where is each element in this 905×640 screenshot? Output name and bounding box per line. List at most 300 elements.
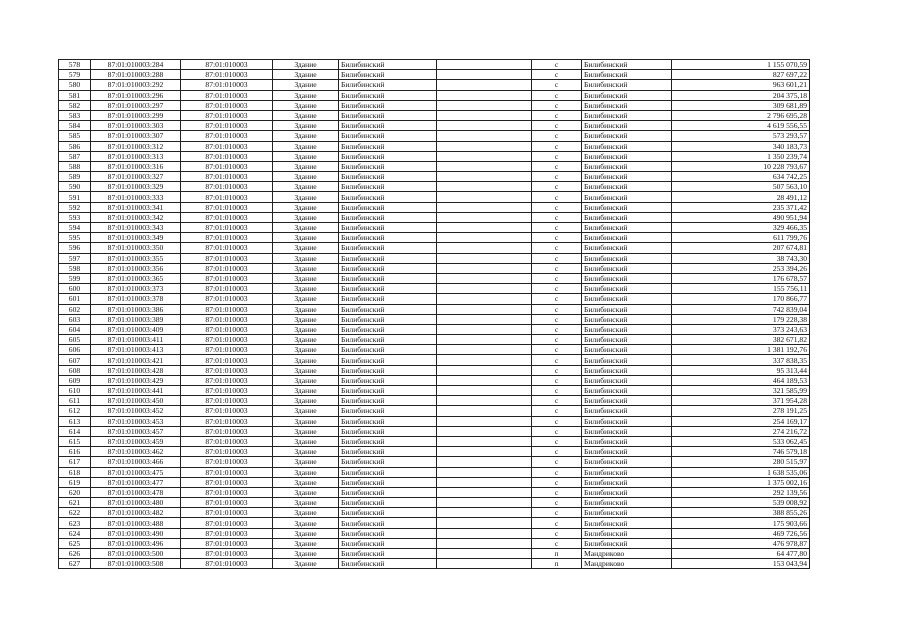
cadastral-quarter-cell: 87:01:010003 [181,212,273,222]
row-number-cell: 618 [59,467,91,477]
table-row [59,233,810,243]
cadastral-value-cell: 490 951,94 [672,212,810,222]
table-row [59,549,810,559]
table-row [59,243,810,253]
settlement-type-cell: с [532,60,582,70]
settlement-type-cell: с [532,284,582,294]
table-row [59,528,810,538]
settlement-type-cell: с [532,110,582,120]
row-number-cell: 624 [59,528,91,538]
locality-cell: Билибинский [582,345,672,355]
settlement-type-cell: с [532,375,582,385]
cadastral-value-cell: 742 839,04 [672,304,810,314]
district-cell: Билибинский [339,60,437,70]
empty-cell [437,141,532,151]
locality-cell: Билибинский [582,467,672,477]
row-number-cell: 613 [59,416,91,426]
table-row [59,335,810,345]
empty-cell [437,151,532,161]
empty-cell [437,365,532,375]
settlement-type-cell: с [532,100,582,110]
locality-cell: Билибинский [582,172,672,182]
cadastral-number-cell: 87:01:010003:428 [91,365,181,375]
district-cell: Билибинский [339,80,437,90]
cadastral-quarter-cell: 87:01:010003 [181,538,273,548]
district-cell: Билибинский [339,243,437,253]
cadastral-quarter-cell: 87:01:010003 [181,324,273,334]
locality-cell: Мандриково [582,549,672,559]
cadastral-value-cell: 253 394,26 [672,263,810,273]
cadastral-value-cell: 1 155 070,59 [672,60,810,70]
empty-cell [437,90,532,100]
cadastral-number-cell: 87:01:010003:327 [91,172,181,182]
empty-cell [437,406,532,416]
table-row [59,284,810,294]
object-type-cell: Здание [273,314,339,324]
cadastral-number-cell: 87:01:010003:411 [91,335,181,345]
row-number-cell: 606 [59,345,91,355]
cadastral-quarter-cell: 87:01:010003 [181,253,273,263]
table-row [59,192,810,202]
cadastral-number-cell: 87:01:010003:284 [91,60,181,70]
cadastral-quarter-cell: 87:01:010003 [181,80,273,90]
row-number-cell: 615 [59,436,91,446]
table-row [59,253,810,263]
settlement-type-cell: с [532,70,582,80]
settlement-type-cell: с [532,161,582,171]
object-type-cell: Здание [273,172,339,182]
district-cell: Билибинский [339,161,437,171]
object-type-cell: Здание [273,467,339,477]
locality-cell: Билибинский [582,386,672,396]
row-number-cell: 608 [59,365,91,375]
locality-cell: Билибинский [582,70,672,80]
locality-cell: Билибинский [582,324,672,334]
row-number-cell: 591 [59,192,91,202]
table-row [59,202,810,212]
settlement-type-cell: с [532,355,582,365]
settlement-type-cell: с [532,192,582,202]
cadastral-value-cell: 634 742,25 [672,172,810,182]
district-cell: Билибинский [339,396,437,406]
cadastral-value-cell: 321 585,99 [672,386,810,396]
district-cell: Билибинский [339,345,437,355]
locality-cell: Билибинский [582,192,672,202]
object-type-cell: Здание [273,90,339,100]
cadastral-number-cell: 87:01:010003:429 [91,375,181,385]
row-number-cell: 602 [59,304,91,314]
cadastral-value-cell: 95 313,44 [672,365,810,375]
cadastral-number-cell: 87:01:010003:508 [91,559,181,569]
table-row [59,355,810,365]
settlement-type-cell: п [532,549,582,559]
district-cell: Билибинский [339,426,437,436]
empty-cell [437,467,532,477]
table-row [59,151,810,161]
settlement-type-cell: с [532,324,582,334]
district-cell: Билибинский [339,436,437,446]
empty-cell [437,253,532,263]
locality-cell: Билибинский [582,498,672,508]
cadastral-value-cell: 507 563,10 [672,182,810,192]
table-row [59,121,810,131]
locality-cell: Билибинский [582,110,672,120]
object-type-cell: Здание [273,477,339,487]
row-number-cell: 585 [59,131,91,141]
table-row [59,467,810,477]
row-number-cell: 612 [59,406,91,416]
object-type-cell: Здание [273,508,339,518]
empty-cell [437,314,532,324]
cadastral-value-cell: 274 216,72 [672,426,810,436]
cadastral-value-cell: 469 726,56 [672,528,810,538]
locality-cell: Билибинский [582,131,672,141]
district-cell: Билибинский [339,559,437,569]
locality-cell: Билибинский [582,253,672,263]
cadastral-number-cell: 87:01:010003:457 [91,426,181,436]
cadastral-quarter-cell: 87:01:010003 [181,243,273,253]
row-number-cell: 588 [59,161,91,171]
empty-cell [437,508,532,518]
cadastral-value-cell: 235 371,42 [672,202,810,212]
district-cell: Билибинский [339,141,437,151]
object-type-cell: Здание [273,498,339,508]
object-type-cell: Здание [273,386,339,396]
empty-cell [437,192,532,202]
cadastral-number-cell: 87:01:010003:373 [91,284,181,294]
settlement-type-cell: с [532,528,582,538]
cadastral-quarter-cell: 87:01:010003 [181,457,273,467]
cadastral-value-cell: 278 191,25 [672,406,810,416]
row-number-cell: 597 [59,253,91,263]
settlement-type-cell: с [532,335,582,345]
cadastral-quarter-cell: 87:01:010003 [181,223,273,233]
cadastral-value-cell: 476 978,87 [672,538,810,548]
cadastral-quarter-cell: 87:01:010003 [181,110,273,120]
cadastral-value-cell: 539 008,92 [672,498,810,508]
cadastral-quarter-cell: 87:01:010003 [181,284,273,294]
cadastral-number-cell: 87:01:010003:299 [91,110,181,120]
table-row [59,396,810,406]
object-type-cell: Здание [273,212,339,222]
object-type-cell: Здание [273,151,339,161]
object-type-cell: Здание [273,141,339,151]
object-type-cell: Здание [273,487,339,497]
district-cell: Билибинский [339,172,437,182]
object-type-cell: Здание [273,161,339,171]
locality-cell: Билибинский [582,212,672,222]
object-type-cell: Здание [273,447,339,457]
cadastral-quarter-cell: 87:01:010003 [181,182,273,192]
object-type-cell: Здание [273,335,339,345]
locality-cell: Билибинский [582,375,672,385]
district-cell: Билибинский [339,233,437,243]
cadastral-quarter-cell: 87:01:010003 [181,90,273,100]
cadastral-number-cell: 87:01:010003:480 [91,498,181,508]
table-row [59,386,810,396]
object-type-cell: Здание [273,182,339,192]
cadastral-quarter-cell: 87:01:010003 [181,100,273,110]
object-type-cell: Здание [273,416,339,426]
cadastral-quarter-cell: 87:01:010003 [181,121,273,131]
table-row [59,538,810,548]
empty-cell [437,131,532,141]
cadastral-quarter-cell: 87:01:010003 [181,202,273,212]
cadastral-number-cell: 87:01:010003:303 [91,121,181,131]
empty-cell [437,212,532,222]
table-row [59,416,810,426]
empty-cell [437,161,532,171]
cadastral-quarter-cell: 87:01:010003 [181,314,273,324]
cadastral-value-cell: 827 697,22 [672,70,810,80]
settlement-type-cell: с [532,253,582,263]
object-type-cell: Здание [273,538,339,548]
table-row [59,100,810,110]
district-cell: Билибинский [339,477,437,487]
district-cell: Билибинский [339,355,437,365]
row-number-cell: 607 [59,355,91,365]
settlement-type-cell: с [532,202,582,212]
cadastral-value-cell: 337 838,35 [672,355,810,365]
table-row [59,406,810,416]
table-row [59,304,810,314]
empty-cell [437,80,532,90]
empty-cell [437,345,532,355]
object-type-cell: Здание [273,100,339,110]
locality-cell: Билибинский [582,182,672,192]
cadastral-value-cell: 746 579,18 [672,447,810,457]
table-row [59,498,810,508]
cadastral-number-cell: 87:01:010003:296 [91,90,181,100]
cadastral-number-cell: 87:01:010003:329 [91,182,181,192]
cadastral-number-cell: 87:01:010003:365 [91,273,181,283]
locality-cell: Билибинский [582,151,672,161]
cadastral-number-cell: 87:01:010003:355 [91,253,181,263]
object-type-cell: Здание [273,202,339,212]
district-cell: Билибинский [339,549,437,559]
settlement-type-cell: с [532,518,582,528]
settlement-type-cell: с [532,304,582,314]
district-cell: Билибинский [339,131,437,141]
cadastral-number-cell: 87:01:010003:350 [91,243,181,253]
cadastral-number-cell: 87:01:010003:342 [91,212,181,222]
locality-cell: Билибинский [582,416,672,426]
empty-cell [437,396,532,406]
object-type-cell: Здание [273,396,339,406]
cadastral-quarter-cell: 87:01:010003 [181,192,273,202]
cadastral-number-cell: 87:01:010003:475 [91,467,181,477]
cadastral-quarter-cell: 87:01:010003 [181,172,273,182]
settlement-type-cell: с [532,426,582,436]
settlement-type-cell: с [532,263,582,273]
cadastral-value-cell: 170 866,77 [672,294,810,304]
locality-cell: Билибинский [582,406,672,416]
settlement-type-cell: с [532,80,582,90]
row-number-cell: 627 [59,559,91,569]
district-cell: Билибинский [339,538,437,548]
row-number-cell: 620 [59,487,91,497]
object-type-cell: Здание [273,253,339,263]
settlement-type-cell: с [532,447,582,457]
locality-cell: Билибинский [582,223,672,233]
empty-cell [437,487,532,497]
table-row [59,324,810,334]
table-row [59,365,810,375]
table-row [59,70,810,80]
locality-cell: Билибинский [582,528,672,538]
table-row [59,182,810,192]
row-number-cell: 617 [59,457,91,467]
district-cell: Билибинский [339,508,437,518]
table-row [59,263,810,273]
district-cell: Билибинский [339,375,437,385]
cadastral-number-cell: 87:01:010003:488 [91,518,181,528]
row-number-cell: 579 [59,70,91,80]
cadastral-number-cell: 87:01:010003:466 [91,457,181,467]
locality-cell: Билибинский [582,161,672,171]
cadastral-quarter-cell: 87:01:010003 [181,396,273,406]
cadastral-quarter-cell: 87:01:010003 [181,487,273,497]
district-cell: Билибинский [339,518,437,528]
cadastral-value-cell: 204 375,18 [672,90,810,100]
table-row [59,426,810,436]
row-number-cell: 590 [59,182,91,192]
object-type-cell: Здание [273,284,339,294]
object-type-cell: Здание [273,233,339,243]
row-number-cell: 580 [59,80,91,90]
table-row [59,161,810,171]
locality-cell: Билибинский [582,233,672,243]
district-cell: Билибинский [339,253,437,263]
cadastral-value-cell: 382 671,82 [672,335,810,345]
row-number-cell: 594 [59,223,91,233]
table-row [59,273,810,283]
cadastral-value-cell: 329 466,35 [672,223,810,233]
district-cell: Билибинский [339,304,437,314]
row-number-cell: 623 [59,518,91,528]
object-type-cell: Здание [273,375,339,385]
object-type-cell: Здание [273,528,339,538]
table-row [59,436,810,446]
cadastral-number-cell: 87:01:010003:341 [91,202,181,212]
cadastral-value-cell: 4 619 556,55 [672,121,810,131]
row-number-cell: 600 [59,284,91,294]
object-type-cell: Здание [273,345,339,355]
table-row [59,131,810,141]
locality-cell: Билибинский [582,243,672,253]
settlement-type-cell: с [532,498,582,508]
settlement-type-cell: с [532,406,582,416]
object-type-cell: Здание [273,355,339,365]
empty-cell [437,182,532,192]
cadastral-quarter-cell: 87:01:010003 [181,131,273,141]
table-row [59,508,810,518]
table-row [59,172,810,182]
cadastral-value-cell: 38 743,30 [672,253,810,263]
settlement-type-cell: с [532,141,582,151]
object-type-cell: Здание [273,223,339,233]
object-type-cell: Здание [273,243,339,253]
row-number-cell: 586 [59,141,91,151]
empty-cell [437,538,532,548]
cadastral-quarter-cell: 87:01:010003 [181,365,273,375]
empty-cell [437,243,532,253]
locality-cell: Билибинский [582,508,672,518]
table-row [59,212,810,222]
table-row [59,141,810,151]
settlement-type-cell: с [532,467,582,477]
empty-cell [437,121,532,131]
cadastral-quarter-cell: 87:01:010003 [181,508,273,518]
cadastral-quarter-cell: 87:01:010003 [181,498,273,508]
cadastral-quarter-cell: 87:01:010003 [181,141,273,151]
cadastral-number-cell: 87:01:010003:307 [91,131,181,141]
settlement-type-cell: с [532,182,582,192]
cadastral-value-cell: 340 183,73 [672,141,810,151]
object-type-cell: Здание [273,426,339,436]
cadastral-quarter-cell: 87:01:010003 [181,436,273,446]
row-number-cell: 609 [59,375,91,385]
district-cell: Билибинский [339,447,437,457]
cadastral-number-cell: 87:01:010003:356 [91,263,181,273]
row-number-cell: 587 [59,151,91,161]
district-cell: Билибинский [339,151,437,161]
district-cell: Билибинский [339,223,437,233]
locality-cell: Билибинский [582,80,672,90]
cadastral-quarter-cell: 87:01:010003 [181,549,273,559]
locality-cell: Билибинский [582,436,672,446]
row-number-cell: 626 [59,549,91,559]
table-row [59,345,810,355]
empty-cell [437,110,532,120]
table-row [59,314,810,324]
empty-cell [437,100,532,110]
settlement-type-cell: с [532,223,582,233]
empty-cell [437,273,532,283]
cadastral-quarter-cell: 87:01:010003 [181,416,273,426]
settlement-type-cell: с [532,172,582,182]
district-cell: Билибинский [339,294,437,304]
empty-cell [437,202,532,212]
district-cell: Билибинский [339,70,437,80]
row-number-cell: 583 [59,110,91,120]
cadastral-quarter-cell: 87:01:010003 [181,559,273,569]
cadastral-value-cell: 611 799,76 [672,233,810,243]
cadastral-quarter-cell: 87:01:010003 [181,528,273,538]
empty-cell [437,284,532,294]
district-cell: Билибинский [339,365,437,375]
district-cell: Билибинский [339,335,437,345]
cadastral-quarter-cell: 87:01:010003 [181,406,273,416]
settlement-type-cell: с [532,416,582,426]
row-number-cell: 619 [59,477,91,487]
object-type-cell: Здание [273,518,339,528]
cadastral-quarter-cell: 87:01:010003 [181,477,273,487]
locality-cell: Билибинский [582,90,672,100]
locality-cell: Билибинский [582,202,672,212]
object-type-cell: Здание [273,559,339,569]
locality-cell: Билибинский [582,314,672,324]
cadastral-number-cell: 87:01:010003:409 [91,324,181,334]
row-number-cell: 605 [59,335,91,345]
cadastral-value-cell: 254 169,17 [672,416,810,426]
cadastral-quarter-cell: 87:01:010003 [181,426,273,436]
row-number-cell: 601 [59,294,91,304]
settlement-type-cell: п [532,559,582,569]
table-row [59,223,810,233]
settlement-type-cell: с [532,131,582,141]
locality-cell: Билибинский [582,335,672,345]
